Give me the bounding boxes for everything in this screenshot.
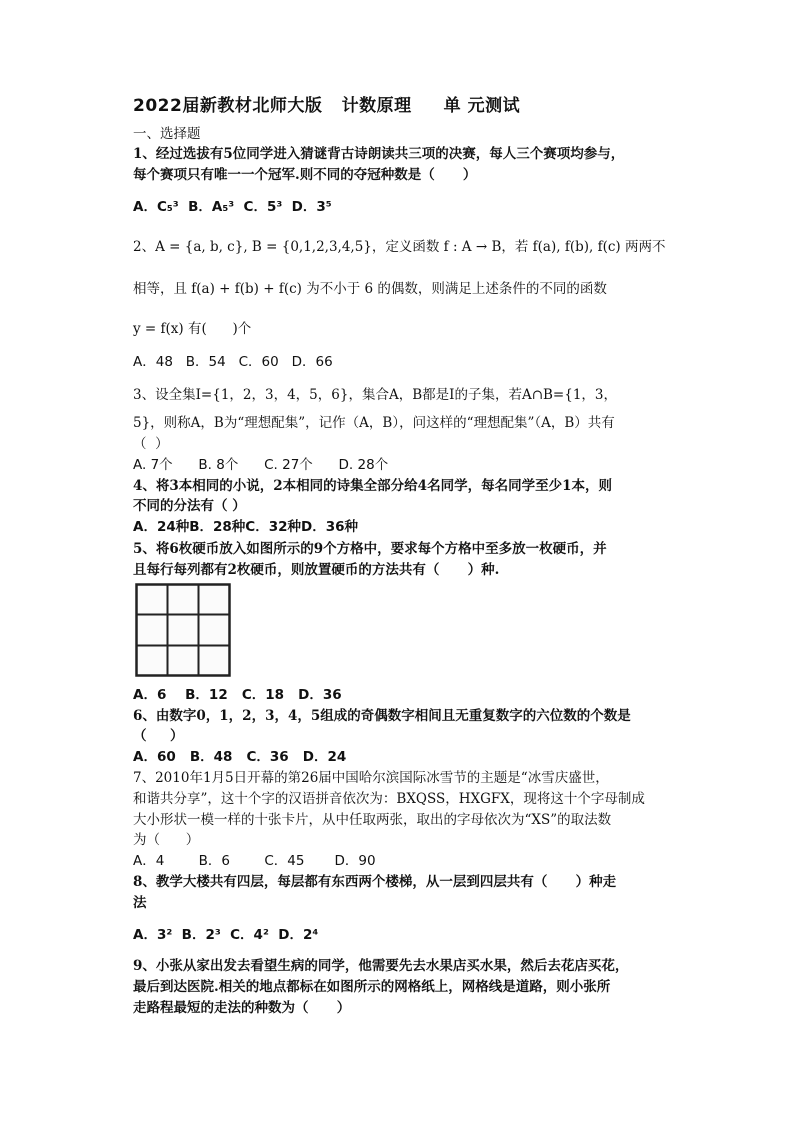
question-6-options: A．60 B．48 C．36 D．24 (133, 749, 347, 765)
question-8-line-1: 8、教学大楼共有四层，每层都有东西两个楼梯，从一层到四层共有（ ）种走 (133, 874, 617, 890)
section-heading: 一、选择题 (133, 126, 201, 142)
question-1-line-1: 1、经过选拔有5位同学进入猜谜背古诗朗读共三项的决赛，每人三个赛项均参与， (133, 146, 625, 162)
question-3-line-3: （ ） (133, 436, 169, 452)
question-2-line-3: y = f(x) 有( )个 (133, 321, 252, 337)
coin-grid-figure (135, 583, 231, 677)
question-3-options: A. 7个 B. 8个 C. 27个 D. 28个 (133, 457, 389, 473)
question-1-options: A．C₅³ B．A₅³ C．5³ D．3⁵ (133, 199, 332, 215)
question-9-line-3: 走路程最短的走法的种数为（ ） (133, 1000, 351, 1016)
question-3-line-1: 3、设全集I={1，2，3，4，5，6}，集合A，B都是I的子集，若A∩B={1，3， (133, 387, 618, 403)
question-9-line-2: 最后到达医院.相关的地点都标在如图所示的网格纸上，网格线是道路，则小张所 (133, 979, 611, 995)
question-6-line-2: （ ） (133, 728, 184, 744)
question-4-line-1: 4、将3本相同的小说，2本相同的诗集全部分给4名同学，每名同学至少1本，则 (133, 478, 612, 494)
question-9-line-1: 9、小张从家出发去看望生病的同学，他需要先去水果店买水果，然后去花店买花， (133, 958, 629, 974)
question-7-line-1: 7、2010年1月5日开幕的第26届中国哈尔滨国际冰雪节的主题是“冰雪庆盛世， (133, 770, 609, 786)
question-2-options: A．48 B．54 C．60 D．66 (133, 354, 333, 370)
question-6-line-1: 6、由数字0，1，2，3，4，5组成的奇偶数字相间且无重复数字的六位数的个数是 (133, 708, 631, 724)
question-7-options: A．4 B．6 C．45 D．90 (133, 853, 376, 869)
question-8-options: A．3² B．2³ C．4² D．2⁴ (133, 927, 319, 943)
question-8-line-2: 法 (133, 895, 147, 911)
question-7-line-4: 为（ ） (133, 832, 200, 848)
question-5-options: A．6 B．12 C．18 D．36 (133, 687, 342, 703)
question-5-line-2: 且每行每列都有2枚硬币，则放置硬币的方法共有（ ）种. (133, 562, 500, 578)
question-5-line-1: 5、将6枚硬币放入如图所示的9个方格中，要求每个方格中至多放一枚硬币，并 (133, 541, 607, 557)
question-4-line-2: 不同的分法有（ ） (133, 498, 246, 514)
question-2-line-1: 2、A = {a, b, c}, B = {0,1,2,3,4,5}，定义函数 f : A → B，若 f(a), f(b), f(c) 两两不 (133, 239, 666, 255)
question-2-line-2: 相等，且 f(a) + f(b) + f(c) 为不小于 6 的偶数，则满足上述条件的不同的函数 (133, 281, 607, 297)
document-title: 2022届新教材北师大版 计数原理 单 元测试 (133, 96, 521, 116)
question-7-line-3: 大小形状一模一样的十张卡片，从中任取两张，取出的字母依次为“XS”的取法数 (133, 812, 612, 828)
question-3-line-2: 5}，则称A，B为“理想配集”，记作（A，B），问这样的“理想配集”（A，B）共有 (133, 415, 615, 431)
question-7-line-2: 和谐共分享”，这十个字的汉语拼音依次为：BXQSS，HXGFX，现将这十个字母制成 (133, 791, 645, 807)
question-4-options: A．24种B．28种C．32种D．36种 (133, 519, 358, 535)
question-1-line-2: 每个赛项只有唯一一个冠军.则不同的夺冠种数是（ ） (133, 167, 477, 183)
